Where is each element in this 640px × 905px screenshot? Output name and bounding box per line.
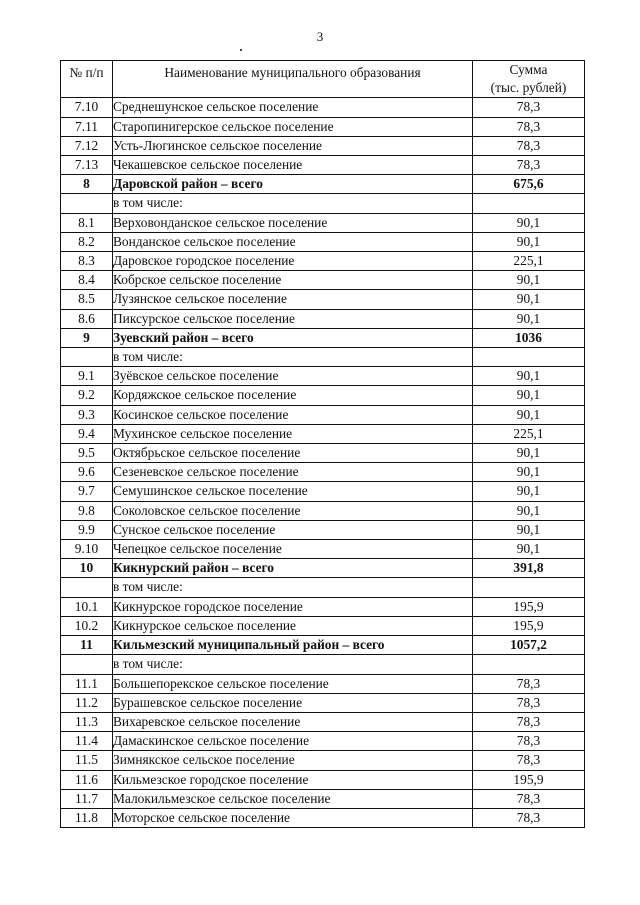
table-row bbox=[61, 405, 585, 424]
row-sum: 90,1 bbox=[473, 271, 585, 290]
row-name: Моторское сельское поселение bbox=[113, 808, 473, 827]
row-sum: 78,3 bbox=[473, 136, 585, 155]
row-sum: 78,3 bbox=[473, 98, 585, 117]
row-sum: 90,1 bbox=[473, 367, 585, 386]
table-row bbox=[61, 271, 585, 290]
row-name: Косинское сельское поселение bbox=[113, 405, 473, 424]
table-row bbox=[61, 712, 585, 731]
row-number: 8.5 bbox=[61, 290, 113, 309]
header-sum-line2: (тыс. рублей) bbox=[490, 80, 567, 96]
row-name: Бурашевское сельское поселение bbox=[113, 693, 473, 712]
row-name: Октябрьское сельское поселение bbox=[113, 444, 473, 463]
scan-speck bbox=[240, 49, 242, 51]
row-name: Большепорекское сельское поселение bbox=[113, 674, 473, 693]
table-row bbox=[61, 213, 585, 232]
row-name: Зуевский район – всего bbox=[113, 328, 473, 347]
row-sum bbox=[473, 655, 585, 674]
row-number bbox=[61, 578, 113, 597]
row-number bbox=[61, 194, 113, 213]
row-sum: 90,1 bbox=[473, 540, 585, 559]
row-sum: 78,3 bbox=[473, 674, 585, 693]
row-number: 9.5 bbox=[61, 444, 113, 463]
row-sum: 78,3 bbox=[473, 808, 585, 827]
row-number: 9.3 bbox=[61, 405, 113, 424]
table-row bbox=[61, 252, 585, 271]
row-number: 9.9 bbox=[61, 520, 113, 539]
row-name: Кикнурский район – всего bbox=[113, 559, 473, 578]
row-name: Зуёвское сельское поселение bbox=[113, 367, 473, 386]
row-number: 11.8 bbox=[61, 808, 113, 827]
row-number: 11.3 bbox=[61, 712, 113, 731]
row-sum: 90,1 bbox=[473, 290, 585, 309]
table-row bbox=[61, 578, 585, 597]
table-row bbox=[61, 597, 585, 616]
row-number: 9.1 bbox=[61, 367, 113, 386]
row-name: Чекашевское сельское поселение bbox=[113, 156, 473, 175]
row-sum: 225,1 bbox=[473, 252, 585, 271]
row-name: Старопинигерское сельское поселение bbox=[113, 117, 473, 136]
row-sum: 78,3 bbox=[473, 789, 585, 808]
row-sum: 675,6 bbox=[473, 175, 585, 194]
row-sum: 90,1 bbox=[473, 386, 585, 405]
row-name: Кобрское сельское поселение bbox=[113, 271, 473, 290]
row-sum bbox=[473, 578, 585, 597]
row-sum: 78,3 bbox=[473, 751, 585, 770]
row-name: Кикнурское сельское поселение bbox=[113, 616, 473, 635]
page-number: 3 bbox=[316, 29, 324, 44]
table-row bbox=[61, 655, 585, 674]
row-sum: 78,3 bbox=[473, 156, 585, 175]
row-name: в том числе: bbox=[113, 578, 473, 597]
table-row bbox=[61, 232, 585, 251]
row-number: 10.2 bbox=[61, 616, 113, 635]
row-number bbox=[61, 348, 113, 367]
table-row bbox=[61, 501, 585, 520]
row-sum: 90,1 bbox=[473, 482, 585, 501]
row-number: 11.7 bbox=[61, 789, 113, 808]
row-sum: 90,1 bbox=[473, 501, 585, 520]
row-name: Соколовское сельское поселение bbox=[113, 501, 473, 520]
row-number: 10.1 bbox=[61, 597, 113, 616]
row-name: Кильмезский муниципальный район – всего bbox=[113, 636, 473, 655]
row-sum: 78,3 bbox=[473, 712, 585, 731]
row-sum: 78,3 bbox=[473, 732, 585, 751]
row-number: 11.2 bbox=[61, 693, 113, 712]
row-number: 9.2 bbox=[61, 386, 113, 405]
header-name: Наименование муниципального образования bbox=[113, 61, 473, 98]
table-row bbox=[61, 175, 585, 194]
row-number: 9.4 bbox=[61, 424, 113, 443]
table-row bbox=[61, 559, 585, 578]
row-sum bbox=[473, 194, 585, 213]
table-row bbox=[61, 117, 585, 136]
table-row bbox=[61, 386, 585, 405]
row-number: 11.5 bbox=[61, 751, 113, 770]
row-number: 11.6 bbox=[61, 770, 113, 789]
table-row bbox=[61, 156, 585, 175]
table-row bbox=[61, 290, 585, 309]
row-sum: 90,1 bbox=[473, 309, 585, 328]
row-sum bbox=[473, 348, 585, 367]
row-number: 8.4 bbox=[61, 271, 113, 290]
table-row bbox=[61, 367, 585, 386]
row-name: Дамаскинское сельское поселение bbox=[113, 732, 473, 751]
row-name: Кильмезское городское поселение bbox=[113, 770, 473, 789]
table-row bbox=[61, 136, 585, 155]
row-name: Вихаревское сельское поселение bbox=[113, 712, 473, 731]
row-number: 9.7 bbox=[61, 482, 113, 501]
row-number: 9.10 bbox=[61, 540, 113, 559]
table-row bbox=[61, 540, 585, 559]
row-number: 9.6 bbox=[61, 463, 113, 482]
table-row bbox=[61, 616, 585, 635]
row-number: 9 bbox=[61, 328, 113, 347]
row-number: 7.11 bbox=[61, 117, 113, 136]
table-row bbox=[61, 732, 585, 751]
table-row bbox=[61, 424, 585, 443]
row-name: в том числе: bbox=[113, 194, 473, 213]
allocation-table bbox=[60, 60, 585, 828]
row-name: Сезеневское сельское поселение bbox=[113, 463, 473, 482]
row-name: Даровское городское поселение bbox=[113, 252, 473, 271]
row-name: Кикнурское городское поселение bbox=[113, 597, 473, 616]
row-name: Мухинское сельское поселение bbox=[113, 424, 473, 443]
row-sum: 195,9 bbox=[473, 770, 585, 789]
row-sum: 90,1 bbox=[473, 463, 585, 482]
header-sum-line1: Сумма bbox=[509, 62, 548, 77]
row-number: 8.2 bbox=[61, 232, 113, 251]
row-sum: 1036 bbox=[473, 328, 585, 347]
table-row bbox=[61, 348, 585, 367]
row-sum: 90,1 bbox=[473, 213, 585, 232]
table-row bbox=[61, 444, 585, 463]
row-name: Малокильмезское сельское поселение bbox=[113, 789, 473, 808]
table-row bbox=[61, 693, 585, 712]
row-name: Кордяжское сельское поселение bbox=[113, 386, 473, 405]
table-row bbox=[61, 770, 585, 789]
row-number: 8.3 bbox=[61, 252, 113, 271]
row-number: 8.6 bbox=[61, 309, 113, 328]
row-number: 11 bbox=[61, 636, 113, 655]
row-sum: 78,3 bbox=[473, 117, 585, 136]
table-row bbox=[61, 674, 585, 693]
row-name: Верховонданское сельское поселение bbox=[113, 213, 473, 232]
row-sum: 90,1 bbox=[473, 520, 585, 539]
row-number: 7.12 bbox=[61, 136, 113, 155]
row-number bbox=[61, 655, 113, 674]
table-row bbox=[61, 98, 585, 117]
row-sum: 90,1 bbox=[473, 405, 585, 424]
row-sum: 391,8 bbox=[473, 559, 585, 578]
row-name: Усть-Люгинское сельское поселение bbox=[113, 136, 473, 155]
table-row bbox=[61, 482, 585, 501]
row-number: 9.8 bbox=[61, 501, 113, 520]
row-name: Вонданское сельское поселение bbox=[113, 232, 473, 251]
header-number: № п/п bbox=[61, 61, 113, 98]
row-name: Пиксурское сельское поселение bbox=[113, 309, 473, 328]
row-sum: 195,9 bbox=[473, 616, 585, 635]
row-number: 11.1 bbox=[61, 674, 113, 693]
table-row bbox=[61, 636, 585, 655]
header-sum bbox=[473, 61, 585, 98]
row-name: Среднешунское сельское поселение bbox=[113, 98, 473, 117]
row-number: 11.4 bbox=[61, 732, 113, 751]
row-name: в том числе: bbox=[113, 348, 473, 367]
table-row bbox=[61, 328, 585, 347]
row-sum: 78,3 bbox=[473, 693, 585, 712]
row-sum: 195,9 bbox=[473, 597, 585, 616]
table-row bbox=[61, 520, 585, 539]
row-sum: 225,1 bbox=[473, 424, 585, 443]
row-number: 7.13 bbox=[61, 156, 113, 175]
row-sum: 90,1 bbox=[473, 444, 585, 463]
table-row bbox=[61, 309, 585, 328]
table-row bbox=[61, 194, 585, 213]
row-name: Лузянское сельское поселение bbox=[113, 290, 473, 309]
row-name: в том числе: bbox=[113, 655, 473, 674]
table-row bbox=[61, 751, 585, 770]
table-row bbox=[61, 808, 585, 827]
row-name: Зимнякское сельское поселение bbox=[113, 751, 473, 770]
table-header-row bbox=[61, 61, 585, 98]
row-name: Чепецкое сельское поселение bbox=[113, 540, 473, 559]
row-name: Даровской район – всего bbox=[113, 175, 473, 194]
table-body bbox=[61, 98, 585, 828]
row-number: 8 bbox=[61, 175, 113, 194]
row-sum: 90,1 bbox=[473, 232, 585, 251]
row-number: 7.10 bbox=[61, 98, 113, 117]
row-name: Семушинское сельское поселение bbox=[113, 482, 473, 501]
row-number: 8.1 bbox=[61, 213, 113, 232]
row-name: Сунское сельское поселение bbox=[113, 520, 473, 539]
table-row bbox=[61, 463, 585, 482]
row-number: 10 bbox=[61, 559, 113, 578]
row-sum: 1057,2 bbox=[473, 636, 585, 655]
table-row bbox=[61, 789, 585, 808]
